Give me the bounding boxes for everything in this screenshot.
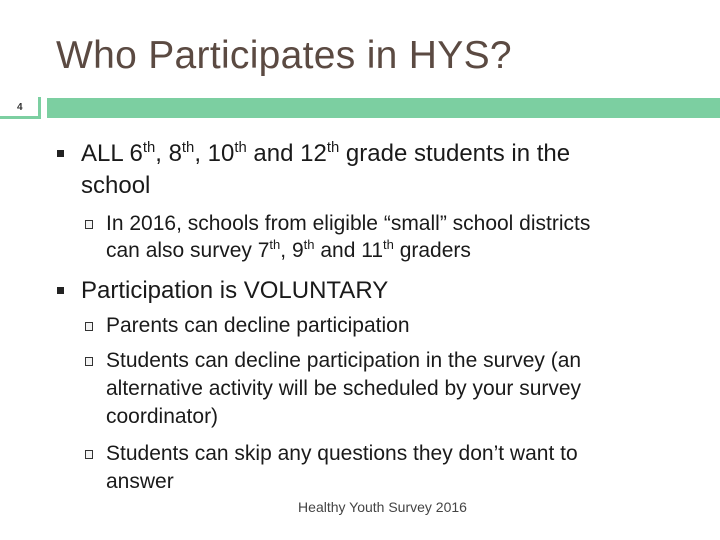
slide-number: 4	[17, 102, 23, 113]
bullet-1-text: ALL 6	[81, 140, 143, 167]
sub-bullet-text: graders	[393, 239, 471, 262]
superscript: th	[234, 140, 247, 156]
bullet-1-line-1	[81, 138, 570, 170]
superscript: th	[303, 237, 315, 252]
superscript: th	[269, 237, 281, 252]
superscript: th	[181, 140, 195, 156]
sub-bullet-text: , 9	[280, 239, 304, 262]
bullet-1-text: , 10	[194, 140, 235, 167]
sub-bullet-text: and 11	[314, 239, 384, 262]
superscript: th	[326, 140, 340, 156]
checkbox-bullet-icon	[85, 357, 93, 366]
sub-bullet-1-line-1: In 2016, schools from eligible “small” school districts	[106, 212, 591, 235]
bullet-2-text: Participation is VOLUNTARY	[81, 277, 389, 304]
superscript: th	[142, 140, 156, 156]
sub-bullet-text: can also survey 7	[106, 239, 270, 262]
bullet-1-line-2: school	[81, 172, 151, 199]
slide-title: Who Participates in HYS?	[56, 34, 512, 77]
checkbox-bullet-icon	[85, 322, 93, 331]
checkbox-bullet-icon	[85, 450, 93, 459]
title-divider-bar	[47, 98, 720, 118]
sub-bullet-2-1-line-1: Parents can decline participation	[106, 314, 410, 337]
slide-footer: Healthy Youth Survey 2016	[298, 499, 467, 515]
sub-bullet-2-2-line-2: alternative activity will be scheduled by your survey	[106, 377, 582, 400]
bullet-1-text: grade students in the	[339, 140, 571, 167]
sub-bullet-1-line-2	[106, 237, 471, 264]
sub-bullet-2-2-line-3: coordinator)	[106, 405, 219, 428]
square-bullet-icon	[57, 150, 64, 157]
sub-bullet-2-3-line-1: Students can skip any questions they don’t want to	[106, 442, 578, 465]
square-bullet-icon	[57, 287, 64, 294]
sub-bullet-2-2-line-1: Students can decline participation in the survey (an	[106, 349, 582, 372]
bullet-1-text: , 8	[155, 140, 182, 167]
bullet-1-text: and 12	[246, 140, 327, 167]
sub-bullet-2-3-line-2: answer	[106, 470, 174, 493]
superscript: th	[383, 237, 394, 252]
checkbox-bullet-icon	[85, 220, 93, 229]
